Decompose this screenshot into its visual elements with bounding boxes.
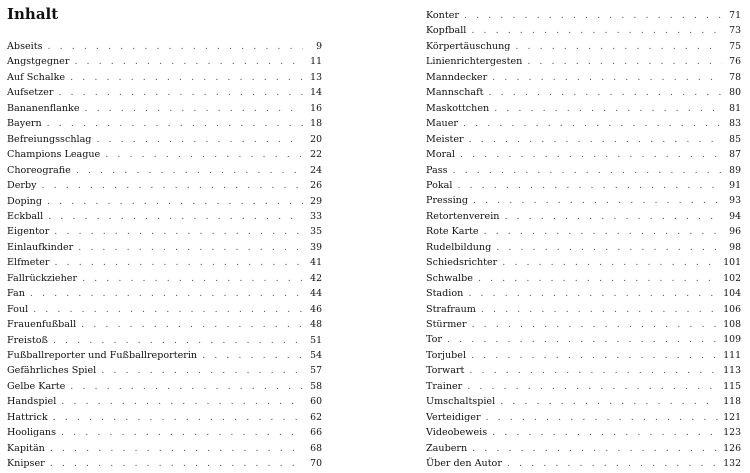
toc-entry-page: 123 (723, 427, 741, 439)
toc-entry-title: Bananenflanke (7, 102, 80, 114)
dot-leader (471, 348, 718, 364)
dot-leader (47, 116, 303, 132)
toc-entry-page: 89 (729, 164, 741, 176)
toc-entry (7, 101, 322, 117)
toc-entry (7, 425, 322, 441)
toc-entry-page: 78 (729, 71, 741, 83)
toc-entry (426, 456, 741, 472)
toc-entry (7, 240, 322, 256)
toc-entry-title: Schiedsrichter (426, 257, 498, 269)
toc-entry (7, 363, 322, 379)
toc-entry-page: 41 (310, 257, 322, 269)
toc-entry-page: 75 (729, 40, 741, 52)
toc-entry-page: 13 (310, 71, 322, 83)
toc-entry (7, 333, 322, 349)
toc-entry-page: 44 (310, 288, 322, 300)
toc-entry-title: Gelbe Karte (7, 380, 66, 392)
dot-leader (472, 441, 718, 457)
toc-entry-page: 87 (729, 149, 741, 161)
toc-entry-page: 18 (310, 118, 322, 130)
toc-entry-page: 93 (729, 195, 741, 207)
dot-leader (50, 456, 303, 472)
toc-entry-page: 113 (723, 365, 741, 377)
toc-entry-title: Meister (426, 133, 464, 145)
toc-entry-title: Bayern (7, 118, 42, 130)
toc-entry-title: Hooligans (7, 427, 57, 439)
toc-entry (7, 441, 322, 457)
toc-entry-page: 26 (310, 180, 322, 192)
toc-entry-page: 42 (310, 272, 322, 284)
toc-entry (7, 379, 322, 395)
toc-entry-page: 70 (310, 458, 322, 470)
toc-entry (7, 456, 322, 472)
toc-entry (426, 363, 741, 379)
toc-entry-title: Stadion (426, 288, 464, 300)
toc-entry-page: 58 (310, 380, 322, 392)
toc-entry-title: Schwalbe (426, 272, 473, 284)
toc-entry (426, 224, 741, 240)
toc-entry-title: Befreiungsschlag (7, 133, 92, 145)
toc-entry-page: 73 (729, 25, 741, 37)
toc-entry-title: Verteidiger (426, 411, 481, 423)
dot-leader (50, 441, 303, 457)
toc-entry-page: 83 (729, 118, 741, 130)
dot-leader (484, 224, 722, 240)
toc-entry-page: 85 (729, 133, 741, 145)
dot-leader (78, 240, 303, 256)
dot-leader (527, 54, 722, 70)
dot-leader (471, 23, 722, 39)
dot-leader (33, 302, 303, 318)
toc-entry (7, 147, 322, 163)
toc-entry-page: 96 (729, 226, 741, 238)
toc-entry-title: Rote Karte (426, 226, 479, 238)
toc-entry (426, 70, 741, 86)
dot-leader (468, 286, 718, 302)
toc-entry-page: 106 (723, 303, 741, 315)
toc-entry-title: Tor (426, 334, 443, 346)
dot-leader (489, 85, 722, 101)
dot-leader (492, 70, 722, 86)
dot-leader (74, 54, 303, 70)
dot-leader (81, 317, 303, 333)
toc-entry-title: Choreografie (7, 164, 71, 176)
toc-entry-title: Kapitän (7, 442, 45, 454)
toc-entry-title: Fallrückzieher (7, 272, 78, 284)
toc-entry (7, 255, 322, 271)
toc-entry (426, 193, 741, 209)
dot-leader (494, 101, 722, 117)
toc-entry (426, 209, 741, 225)
toc-entry-page: 16 (310, 102, 322, 114)
toc-entry-page: 29 (310, 195, 322, 207)
toc-entry (426, 240, 741, 256)
toc-entry-page: 101 (723, 257, 741, 269)
toc-entry-title: Retortenverein (426, 210, 500, 222)
dot-leader (453, 163, 722, 179)
dot-leader (478, 271, 718, 287)
dot-leader (492, 425, 718, 441)
toc-entry-page: 98 (729, 241, 741, 253)
toc-entry (426, 379, 741, 395)
toc-entry (426, 116, 741, 132)
toc-entry-page: 80 (729, 87, 741, 99)
toc-entry-title: Hattrick (7, 411, 48, 423)
toc-entry-page: 46 (310, 303, 322, 315)
toc-entry-page: 9 (316, 41, 322, 52)
toc-entry-title: Videobeweis (426, 427, 488, 439)
toc-entry (7, 178, 322, 194)
dot-leader (460, 147, 722, 163)
toc-entry (426, 85, 741, 101)
toc-entry (7, 410, 322, 426)
toc-entry-page: 109 (723, 334, 741, 346)
dot-leader (55, 255, 303, 271)
dot-leader (486, 410, 719, 426)
toc-entry-title: Pressing (426, 195, 468, 207)
toc-entry-title: Freistoß (7, 334, 48, 346)
toc-entry-title: Konter (426, 10, 459, 21)
toc-entry (426, 317, 741, 333)
toc-entry (7, 39, 322, 55)
toc-entry-page: 104 (723, 288, 741, 300)
toc-entry-title: Frauenfußball (7, 319, 77, 331)
dot-leader (42, 178, 303, 194)
toc-entry-page: 48 (310, 319, 322, 331)
dot-leader (472, 317, 719, 333)
toc-entry (426, 101, 741, 117)
dot-leader (464, 8, 722, 24)
dot-leader (82, 271, 303, 287)
toc-entry-title: Rudelbildung (426, 241, 492, 253)
toc-entry (7, 224, 322, 240)
toc-entry-page: 66 (310, 427, 322, 439)
page-title: Inhalt (7, 5, 59, 23)
dot-leader (457, 178, 722, 194)
toc-entry (7, 271, 322, 287)
toc-entry-page: 35 (310, 226, 322, 238)
dot-leader (467, 379, 718, 395)
toc-entry-page: 94 (729, 210, 741, 222)
toc-entry-title: Mannschaft (426, 87, 484, 99)
toc-entry-page: 11 (310, 56, 322, 68)
dot-leader (70, 379, 303, 395)
toc-entry (7, 394, 322, 410)
toc-entry-title: Pass (426, 164, 448, 176)
toc-entry-title: Zaubern (426, 442, 468, 454)
toc-entry (426, 178, 741, 194)
toc-entry (426, 255, 741, 271)
dot-leader (48, 39, 303, 55)
toc-entry-page: 60 (310, 396, 322, 408)
dot-leader (61, 394, 303, 410)
toc-entry (426, 425, 741, 441)
toc-entry (426, 394, 741, 410)
toc-entry-title: Elfmeter (7, 257, 50, 269)
toc-entry-title: Eigentor (7, 226, 50, 238)
toc-entry-page: 20 (310, 133, 322, 145)
toc-entry-title: Gefährliches Spiel (7, 365, 97, 377)
toc-entry-title: Fußballreporter und Fußballreporterin (7, 350, 198, 361)
dot-leader (53, 333, 303, 349)
dot-leader (61, 425, 303, 441)
dot-leader (101, 363, 303, 379)
toc-entry (426, 54, 741, 70)
toc-entry (7, 317, 322, 333)
toc-entry (426, 271, 741, 287)
toc-entry-title: Umschaltspiel (426, 396, 496, 408)
toc-entry-page: 14 (310, 87, 322, 99)
dot-leader (105, 147, 303, 163)
dot-leader (48, 209, 303, 225)
toc-entry-page: 68 (310, 442, 322, 454)
toc-entry-title: Fan (7, 288, 25, 300)
dot-leader (500, 394, 718, 410)
toc-entry-title: Torwart (426, 365, 465, 377)
toc-entry-page: 121 (723, 411, 741, 423)
dot-leader (70, 70, 303, 86)
dot-leader (507, 456, 718, 472)
toc-entry (426, 39, 741, 55)
toc-entry-page: 132 (723, 458, 741, 470)
toc-entry (7, 116, 322, 132)
toc-entry (426, 332, 741, 348)
toc-entry (426, 410, 741, 426)
toc-entry (7, 194, 322, 210)
toc-entry-page: 108 (723, 319, 741, 330)
dot-leader (47, 194, 303, 210)
dot-leader (58, 85, 303, 101)
dot-leader (30, 286, 303, 302)
dot-leader (202, 348, 303, 364)
toc-entry-title: Knipser (7, 458, 45, 470)
dot-leader (469, 363, 718, 379)
toc-entry (426, 163, 741, 179)
toc-entry-page: 126 (723, 442, 741, 454)
toc-entry-title: Doping (7, 195, 42, 207)
toc-entry-page: 54 (310, 350, 322, 361)
toc-entry-page: 118 (723, 396, 741, 408)
toc-entry-title: Torjubel (426, 349, 467, 361)
toc-entry (7, 209, 322, 225)
toc-entry (7, 54, 322, 70)
toc-entry-page: 39 (310, 241, 322, 253)
dot-leader (463, 116, 722, 132)
dot-leader (85, 101, 304, 117)
toc-entry-title: Über den Autor (426, 458, 502, 470)
toc-entry-page: 51 (310, 334, 322, 346)
toc-entry (426, 441, 741, 457)
toc-entry-title: Körpertäuschung (426, 40, 511, 52)
toc-entry-title: Eckball (7, 210, 44, 222)
toc-entry-title: Foul (7, 303, 29, 315)
toc-entry (426, 302, 741, 318)
toc-entry-title: Mauer (426, 118, 458, 130)
toc-entry (7, 163, 322, 179)
toc-entry-title: Angstgegner (7, 56, 70, 68)
toc-entry-title: Auf Schalke (7, 71, 66, 83)
dot-leader (54, 224, 303, 240)
toc-entry-page: 33 (310, 210, 322, 222)
toc-entry (7, 132, 322, 148)
toc-entry-page: 76 (729, 56, 741, 68)
toc-entry-title: Maskottchen (426, 102, 490, 114)
toc-entry (7, 70, 322, 86)
dot-leader (481, 302, 718, 318)
toc-entry-page: 115 (723, 380, 741, 392)
toc-entry-title: Derby (7, 180, 37, 192)
toc-entry-title: Stürmer (426, 319, 467, 330)
toc-entry-title: Strafraum (426, 303, 476, 315)
toc-entry-page: 62 (310, 411, 322, 423)
toc-entry-title: Manndecker (426, 71, 488, 83)
dot-leader (504, 209, 722, 225)
toc-entry-title: Einlaufkinder (7, 241, 74, 253)
dot-leader (473, 193, 722, 209)
toc-entry (7, 302, 322, 318)
toc-entry (426, 147, 741, 163)
toc-entry-page: 22 (310, 149, 322, 161)
dot-leader (53, 410, 303, 426)
toc-entry (426, 23, 741, 39)
toc-entry-title: Kopfball (426, 25, 467, 37)
toc-entry-page: 102 (723, 272, 741, 284)
toc-entry-title: Trainer (426, 380, 463, 392)
toc-entry-title: Champions League (7, 149, 101, 161)
toc-entry (426, 348, 741, 364)
toc-entry-page: 57 (310, 365, 322, 377)
toc-entry-title: Aufsetzer (7, 87, 54, 99)
dot-leader (502, 255, 718, 271)
toc-entry (7, 85, 322, 101)
toc-entry-page: 81 (729, 102, 741, 114)
dot-leader (447, 332, 718, 348)
toc-entry-page: 91 (729, 179, 741, 191)
dot-leader (469, 132, 722, 148)
dot-leader (76, 163, 303, 179)
toc-entry-title: Pokal (426, 179, 453, 191)
dot-leader (496, 240, 722, 256)
toc-entry (7, 348, 322, 364)
toc-entry-title: Linienrichtergesten (426, 56, 523, 68)
dot-leader (515, 39, 722, 55)
toc-entry (426, 132, 741, 148)
dot-leader (96, 132, 303, 148)
toc-entry-title: Handspiel (7, 396, 57, 408)
toc-entry (7, 286, 322, 302)
toc-entry (426, 286, 741, 302)
toc-entry-page: 24 (310, 164, 322, 176)
toc-entry-page: 71 (729, 10, 741, 21)
toc-entry (426, 8, 741, 24)
toc-entry-title: Abseits (7, 41, 43, 52)
toc-entry-page: 111 (723, 349, 741, 361)
toc-entry-title: Moral (426, 149, 455, 161)
